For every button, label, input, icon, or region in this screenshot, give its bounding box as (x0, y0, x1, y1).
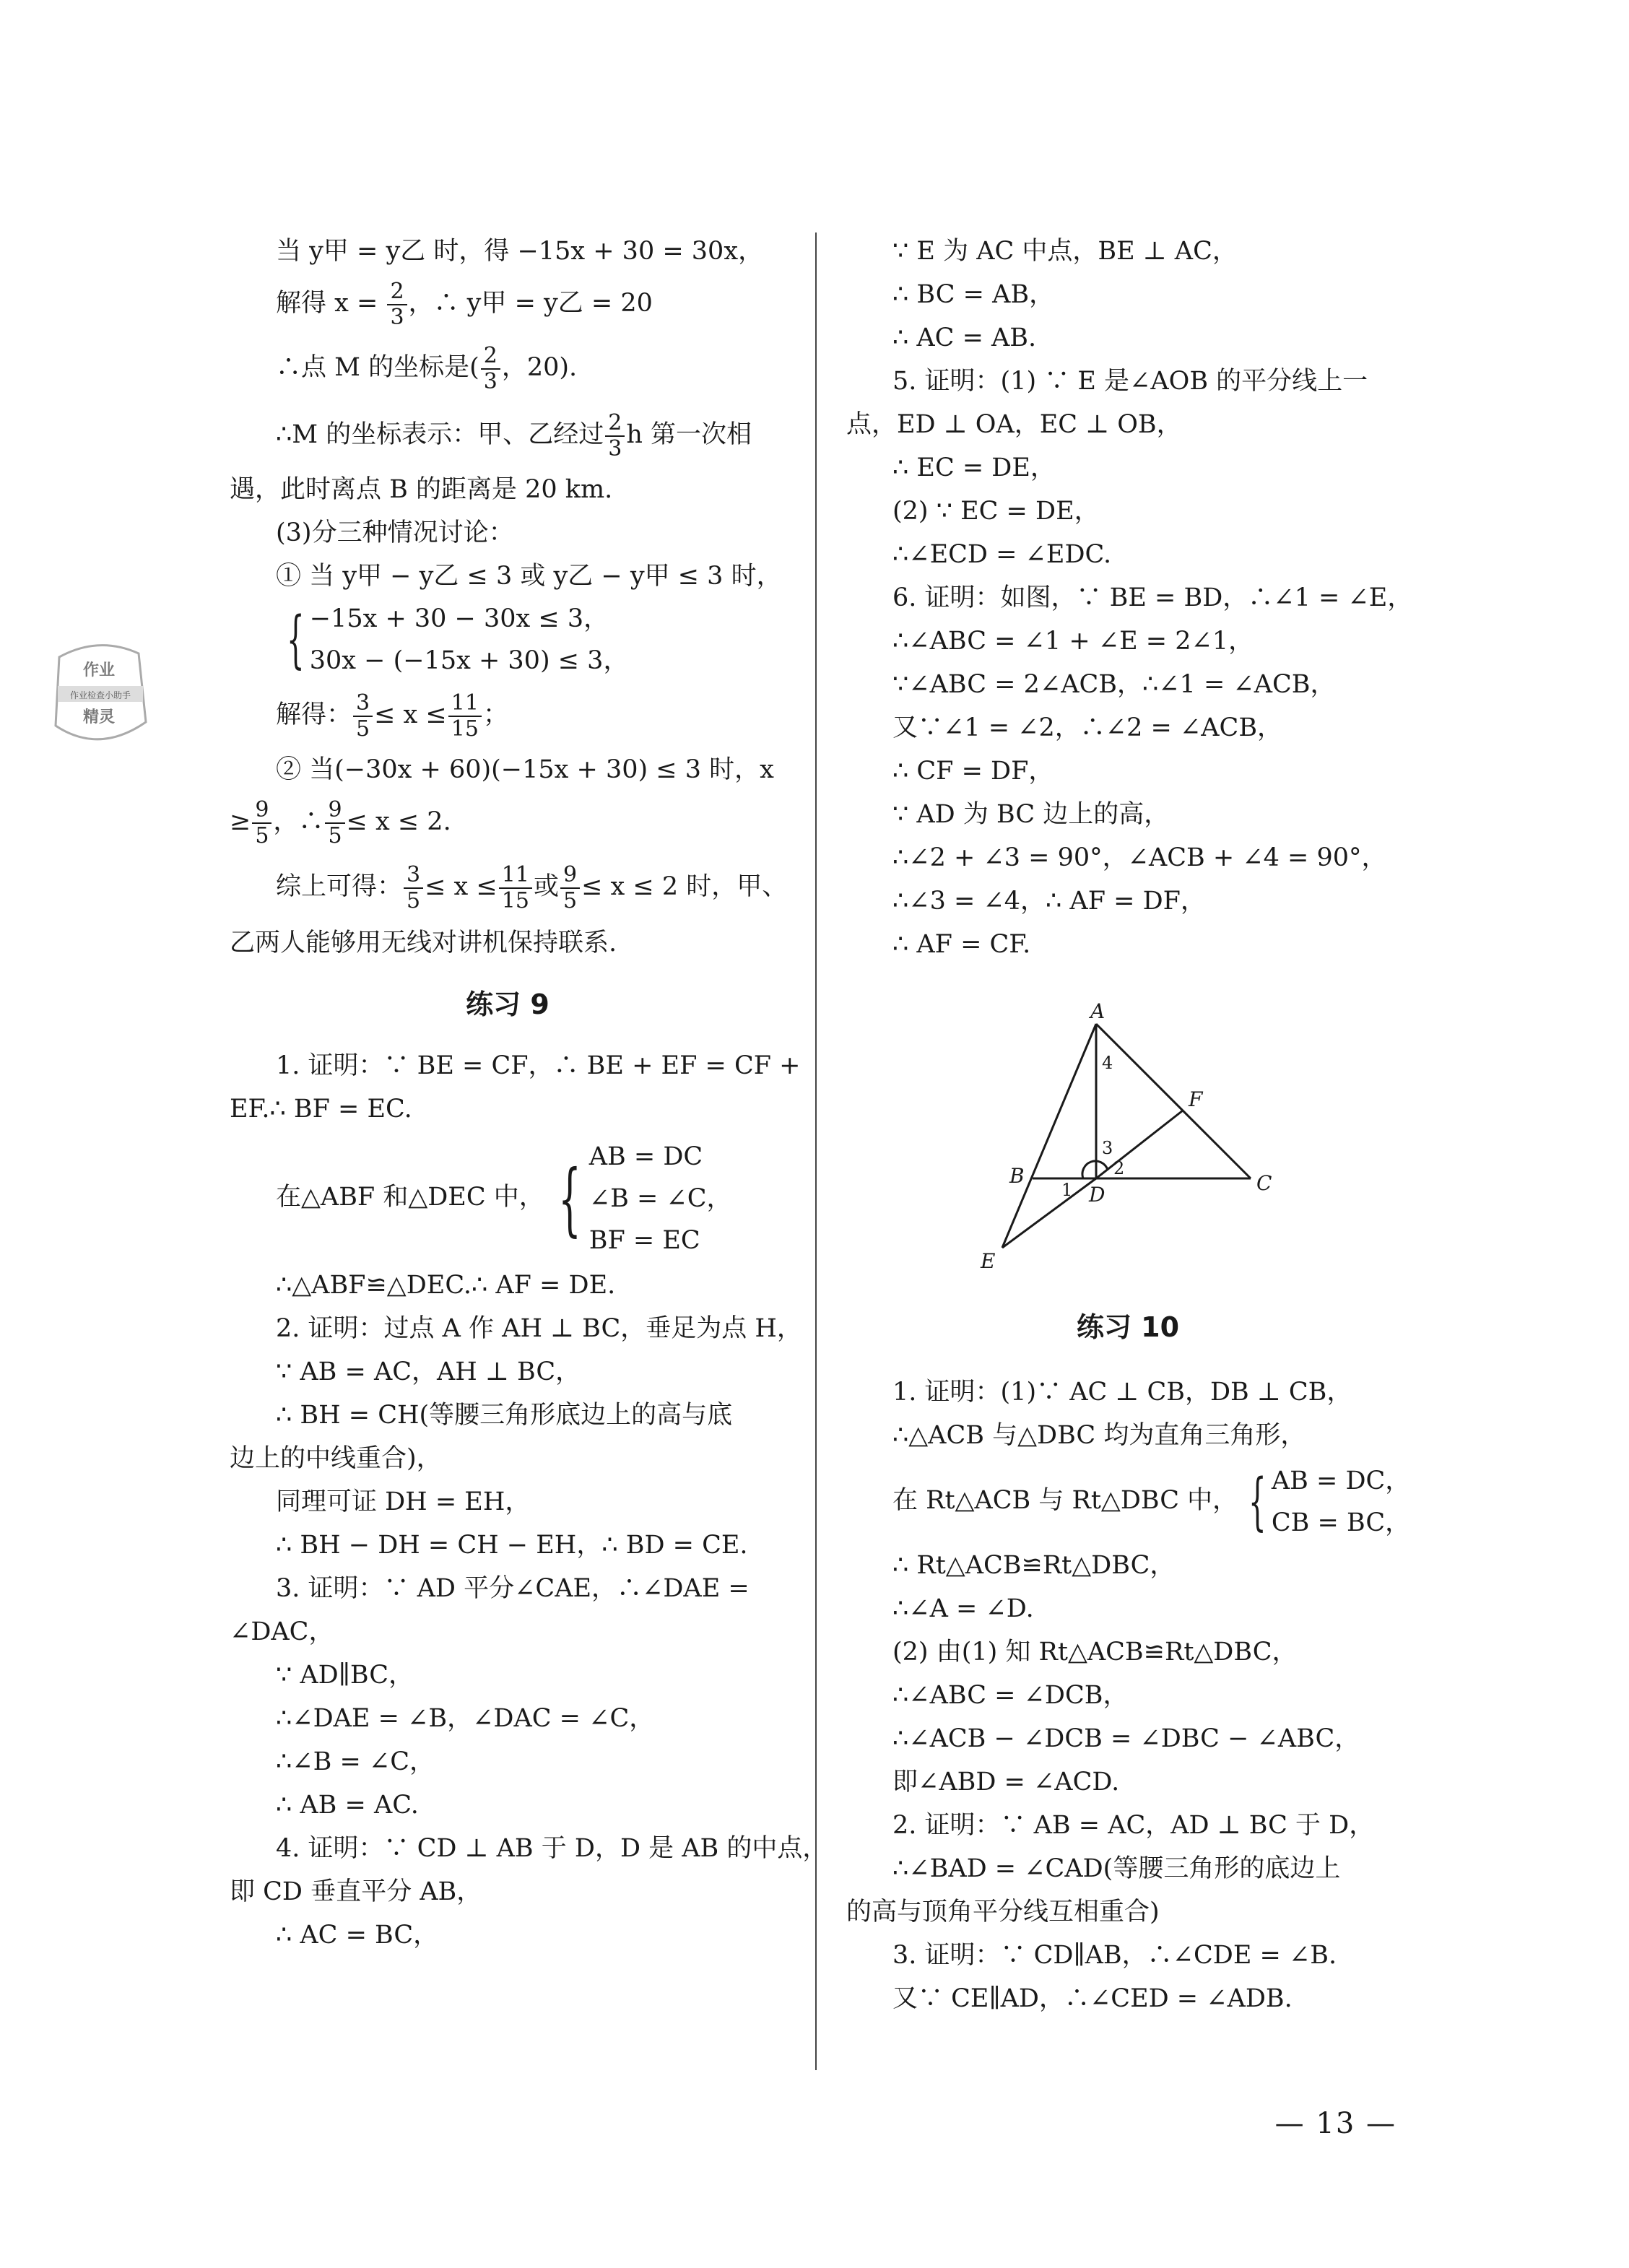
left-column (230, 230, 828, 1957)
column-divider (815, 233, 817, 2070)
text-line: ∴∠ACB − ∠DCB = ∠DBC − ∠ABC， (892, 1724, 1360, 1753)
text-line: ∴ BH = CH(等腰三角形底边上的高与底 (276, 1401, 733, 1430)
text-line: 2. 证明：∵ AB = AC，AD ⊥ BC 于 D， (892, 1811, 1375, 1840)
label-A: A (1090, 999, 1105, 1023)
text-line: ∴点 M 的坐标是( $\frac{2}{3}$ ，20). (276, 342, 578, 394)
text-line: ∵ AB = AC，AH ⊥ BC， (276, 1357, 581, 1386)
text-line: ① 当 y甲 − y乙 ≤ 3 或 y乙 − y甲 ≤ 3 时， (276, 562, 782, 591)
text-line: ≥ $\frac{9}{5}$ ，∴ $\frac{9}{5}$ ≤ x ≤ 2. (230, 796, 451, 848)
text-line: 边上的中线重合)， (230, 1444, 442, 1473)
label-angle-1: 1 (1061, 1180, 1073, 1200)
fraction: $\frac{2}{3}$ (387, 279, 407, 330)
text-line: 当 y甲 = y乙 时，得 −15x + 30 = 30x， (276, 237, 764, 266)
text-line: 的高与顶角平分线互相重合) (846, 1898, 1160, 1926)
fraction: $\frac{3}{5}$ (404, 863, 423, 913)
section-heading-9: 练习 9 (466, 989, 549, 1020)
text-line: ∴∠A = ∠D. (892, 1594, 1034, 1623)
text-line: 解得 x = $\frac{2}{3}$ ，∴ y甲 = y乙 = 20 (276, 278, 653, 330)
text-line: (3)分三种情况讨论： (276, 518, 514, 547)
fraction: $\frac{9}{5}$ (252, 798, 272, 848)
fraction: $\frac{3}{5}$ (353, 691, 373, 742)
page-number: — 13 — (1274, 2107, 1396, 2140)
label-F: F (1189, 1087, 1203, 1111)
label-C: C (1256, 1171, 1272, 1195)
label-angle-2: 2 (1113, 1158, 1125, 1178)
text-line: 又∵ CE∥AD，∴∠CED = ∠ADB. (892, 1984, 1293, 2013)
svg-text:作业检查小助手: 作业检查小助手 (69, 690, 131, 700)
svg-text:精灵: 精灵 (82, 708, 116, 726)
text-line: 1. 证明：(1)∵ AC ⊥ CB，DB ⊥ CB， (892, 1378, 1352, 1407)
text-line: ∴∠ABC = ∠1 + ∠E = 2∠1， (892, 627, 1254, 656)
equation-system-line: 在 Rt△ACB 与 Rt△DBC 中， { AB = DC， CB = BC， (892, 1465, 1411, 1538)
text-line: ∠DAC， (230, 1617, 334, 1646)
fraction: $\frac{2}{3}$ (481, 344, 500, 394)
text-line: ∴ BH − DH = CH − EH，∴ BD = CE. (276, 1531, 748, 1560)
text-line: (2) 由(1) 知 Rt△ACB≌Rt△DBC， (892, 1638, 1298, 1667)
text-line: ∴△ACB 与△DBC 均为直角三角形， (892, 1421, 1306, 1450)
text-line: 点，ED ⊥ OA，EC ⊥ OB， (846, 410, 1182, 439)
text-line: 即∠ABD = ∠ACD. (892, 1768, 1120, 1796)
geometry-figure (953, 996, 1285, 1288)
text-line: 2. 证明：过点 A 作 AH ⊥ BC，垂足为点 H， (276, 1314, 802, 1343)
text-line: ∵ E 为 AC 中点，BE ⊥ AC， (892, 237, 1238, 266)
section-heading-10: 练习 10 (1076, 1311, 1180, 1343)
text-line: ∴ CF = DF， (892, 757, 1054, 786)
text-line: 即 CD 垂直平分 AB， (230, 1877, 482, 1906)
text-line: ∴∠BAD = ∠CAD(等腰三角形的底边上 (892, 1854, 1341, 1883)
text-line: 遇，此时离点 B 的距离是 20 km. (230, 475, 613, 504)
fraction: $\frac{2}{3}$ (605, 411, 625, 461)
text-line: ∴ BC = AB， (892, 280, 1055, 309)
text-line: ∵ AD 为 BC 边上的高， (892, 800, 1170, 829)
segment-AC (1096, 1024, 1251, 1178)
label-D: D (1089, 1183, 1105, 1207)
text-line: 又∵∠1 = ∠2，∴∠2 = ∠ACB， (892, 713, 1283, 742)
text-line: ∴∠B = ∠C， (276, 1747, 435, 1776)
text-line: ∴∠ECD = ∠EDC. (892, 540, 1112, 569)
text-line: ∴∠ABC = ∠DCB， (892, 1681, 1129, 1710)
text-line: ② 当(−30x + 60)(−15x + 30) ≤ 3 时，x (276, 755, 774, 784)
text-line: 6. 证明：如图，∵ BE = BD，∴∠1 = ∠E， (892, 583, 1413, 612)
label-angle-3: 3 (1102, 1138, 1113, 1158)
text-line: ∴∠DAE = ∠B，∠DAC = ∠C， (276, 1704, 655, 1733)
text-line: ∵ AD∥BC， (276, 1661, 414, 1690)
svg-text:作业: 作业 (82, 661, 116, 679)
equation-system-line: 在△ABF 和△DEC 中， { AB = DC ∠B = ∠C， BF = EC (276, 1142, 732, 1255)
text-line: 5. 证明：(1) ∵ E 是∠AOB 的平分线上一 (892, 367, 1368, 396)
fraction: $\frac{9}{5}$ (325, 798, 344, 848)
label-B: B (1009, 1164, 1025, 1188)
text-line: ∴△ABF≌△DEC.∴ AF = DE. (276, 1271, 616, 1300)
text-line: 同理可证 DH = EH， (276, 1487, 531, 1516)
text-line: ∴ EC = DE， (892, 453, 1056, 482)
text-line: ∴M 的坐标表示：甲、乙经过 $\frac{2}{3}$ h 第一次相 (276, 409, 752, 461)
text-line: (2) ∵ EC = DE， (892, 497, 1100, 526)
text-line: 1. 证明：∵ BE = CF，∴ BE + EF = CF + (276, 1051, 801, 1080)
text-line: 解得： $\frac{3}{5}$ ≤ x ≤ $\frac{11}{15}$ ； (276, 690, 508, 742)
label-E: E (981, 1249, 996, 1273)
fraction: $\frac{9}{5}$ (560, 863, 580, 913)
text-line: ∴ AF = CF. (892, 930, 1031, 959)
text-line: EF.∴ BF = EC. (230, 1095, 412, 1124)
text-line: 3. 证明：∵ CD∥AB，∴∠CDE = ∠B. (892, 1941, 1337, 1970)
text-line: 综上可得： $\frac{3}{5}$ ≤ x ≤ $\frac{11}{15}$ 或 $\frac{9}{5}$ ≤ x ≤ 2 时，甲、 (276, 861, 788, 913)
label-angle-4: 4 (1102, 1053, 1113, 1073)
text-line: ∴∠2 + ∠3 = 90°，∠ACB + ∠4 = 90°， (892, 843, 1387, 872)
text-line: 乙两人能够用无线对讲机保持联系. (230, 929, 617, 957)
text-line: 4. 证明：∵ CD ⊥ AB 于 D，D 是 AB 的中点， (276, 1834, 828, 1863)
angle-arc-3-2 (1082, 1161, 1108, 1178)
text-line: ∴ AB = AC. (276, 1791, 419, 1820)
text-line: 3. 证明：∵ AD 平分∠CAE，∴∠DAE = (276, 1574, 750, 1603)
text-line: ∴ AC = AB. (892, 323, 1037, 352)
text-line: ∴ AC = BC， (276, 1921, 439, 1950)
inequality-system: { −15x + 30 − 30x ≤ 3， 30x − (−15x + 30) ≤ 3， (287, 604, 629, 676)
stamp-logo (45, 635, 153, 751)
text-line: ∴∠3 = ∠4，∴ AF = DF， (892, 887, 1206, 916)
fraction: $\frac{11}{15}$ (499, 863, 532, 913)
text-line: ∵∠ABC = 2∠ACB，∴∠1 = ∠ACB， (892, 670, 1336, 699)
fraction: $\frac{11}{15}$ (448, 691, 482, 742)
text-line: ∴ Rt△ACB≌Rt△DBC， (892, 1551, 1176, 1580)
